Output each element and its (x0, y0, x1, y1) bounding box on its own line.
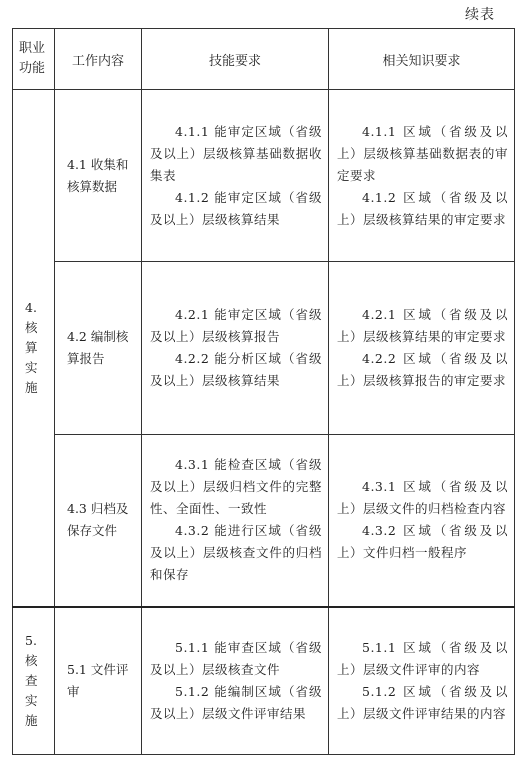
function-label (25, 298, 54, 398)
knowledge-item: 4.3.2 区域（省级及以上）文件归档一般程序 (337, 523, 508, 561)
skill-item: 4.2.2 能分析区域（省级及以上）层级核算结果 (150, 351, 322, 388)
continued-label: 续表 (465, 7, 495, 23)
knowledge-cell (329, 607, 515, 755)
knowledge-item: 4.1.2 区域（省级及以上）层级核算结果的审定要求 (337, 189, 508, 227)
header-skill: 技能要求 (142, 29, 329, 90)
knowledge-cell (329, 262, 515, 435)
knowledge-item: 4.2.1 区域（省级及以上）层级核算结果的审定要求 (337, 307, 508, 344)
knowledge-cell (329, 435, 515, 607)
knowledge-item: 4.1.1 区域（省级及以上）层级核算基础数据表的审定要求 (337, 123, 508, 183)
function-cell-4 (13, 90, 55, 607)
skill-cell (142, 90, 329, 262)
knowledge-item: 5.1.1 区域（省级及以上）层级文件评审的内容 (337, 639, 508, 677)
skill-item: 5.1.2 能编制区域（省级及以上）层级文件评审结果 (150, 683, 322, 721)
skill-item: 4.3.1 能检查区域（省级及以上）层级归档文件的完整性、全面性、一致性 (150, 457, 322, 517)
table-header-row (13, 29, 515, 90)
knowledge-item: 4.2.2 区域（省级及以上）层级核算报告的审定要求 (337, 351, 508, 388)
work-cell: 4.1 收集和核算数据 (55, 90, 142, 262)
skill-cell (142, 262, 329, 435)
skill-item: 4.1.2 能审定区域（省级及以上）层级核算结果 (150, 189, 322, 227)
skill-item: 4.1.1 能审定区域（省级及以上）层级核算基础数据收集表 (150, 123, 322, 183)
knowledge-item: 5.1.2 区域（省级及以上）层级文件评审结果的内容 (337, 683, 508, 721)
skill-cell (142, 607, 329, 755)
skills-standard-table (12, 28, 515, 755)
table-row (13, 607, 515, 755)
header-work: 工作内容 (55, 29, 142, 90)
function-label-text: 4. 核 算 实 施 (25, 299, 38, 395)
skill-item: 4.3.2 能进行区域（省级及以上）层级核查文件的归档和保存 (150, 523, 322, 583)
work-cell: 4.3 归档及保存文件 (55, 435, 142, 607)
table-row (13, 435, 515, 607)
skill-item: 4.2.1 能审定区域（省级及以上）层级核算报告 (150, 307, 322, 344)
function-cell-5 (13, 607, 55, 755)
skill-cell (142, 435, 329, 607)
knowledge-cell (329, 90, 515, 262)
table-row (13, 262, 515, 435)
function-label (25, 631, 54, 731)
work-cell: 4.2 编制核算报告 (55, 262, 142, 435)
work-cell: 5.1 文件评审 (55, 607, 142, 755)
function-label-text: 5. 核 查 实 施 (25, 632, 38, 728)
table-row (13, 90, 515, 262)
header-knowledge: 相关知识要求 (329, 29, 515, 90)
header-function: 职业功能 (13, 29, 55, 90)
knowledge-item: 4.3.1 区域（省级及以上）层级文件的归档检查内容 (337, 479, 508, 517)
skill-item: 5.1.1 能审查区域（省级及以上）层级核查文件 (150, 639, 322, 677)
